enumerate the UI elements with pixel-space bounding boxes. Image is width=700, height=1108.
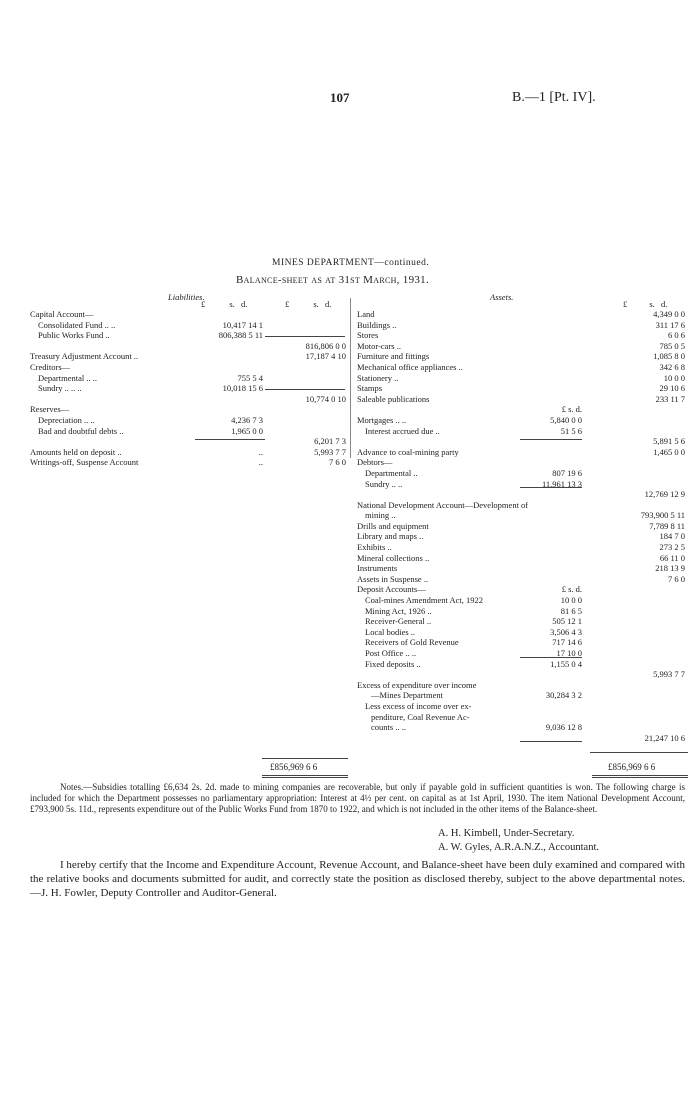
total-amount: 7,789 8 11 xyxy=(649,520,685,531)
row-label: Interest accrued due .. xyxy=(365,425,440,436)
balance-sheet-title: Balance-sheet as at 31st March, 1931. xyxy=(236,274,430,286)
table-row xyxy=(357,373,687,384)
subtotal-rule xyxy=(520,741,582,742)
row-label: Receivers of Gold Revenue xyxy=(365,637,459,648)
total-amount: 7 6 0 xyxy=(329,457,346,468)
table-row xyxy=(357,637,687,648)
total-amount: 7 6 0 xyxy=(668,573,685,584)
row-label: Debtors— xyxy=(357,457,393,468)
total-amount: 311 17 6 xyxy=(655,319,685,330)
table-row xyxy=(357,341,687,352)
row-label: Mineral collections .. xyxy=(357,552,430,563)
assets-total: £856,969 6 6 xyxy=(608,762,656,772)
table-row xyxy=(30,351,348,362)
row-label: Fixed deposits .. xyxy=(365,658,421,669)
table-row xyxy=(357,669,687,680)
row-label: Stores xyxy=(357,330,379,341)
sub-amount: 4,236 7 3 xyxy=(231,414,263,425)
row-label: Departmental .. .. xyxy=(38,372,98,383)
row-label: Capital Account— xyxy=(30,309,94,319)
sub-amount: 10,018 15 6 xyxy=(222,383,263,394)
table-row xyxy=(30,362,348,373)
sub-amount: 1,155 0 4 xyxy=(550,658,582,669)
total-amount: 29 10 6 xyxy=(659,383,685,394)
pence-sign: d. xyxy=(240,299,248,309)
total-double-rule xyxy=(592,775,688,776)
row-label: Excess of expenditure over income xyxy=(357,679,477,690)
row-label: Amounts held on deposit .. xyxy=(30,446,122,457)
table-row xyxy=(357,574,687,585)
total-amount: 5,993 7 7 xyxy=(653,669,685,680)
notes-paragraph: Notes.—Subsidies totalling £6,634 2s. 2d. made to mining companies are recoverable, but only if payable gold in sufficient quantities is won. The following charge is included for which the Department possesses no parliamentary appropriation: Interest at 4½ per cent. on capital as at 1st April, 1930. The item National Development Account, £793,900 5s. 11d., represents expenditure out of the Public Works Fund from 1870 to 1922, and which is not included in the other items of the Balance-sheet. xyxy=(30,782,685,815)
row-label: Exhibits .. xyxy=(357,542,392,553)
total-amount: 6 0 6 xyxy=(668,330,685,341)
sub-amount: 10 0 0 xyxy=(560,595,582,606)
row-label: Stamps xyxy=(357,383,383,394)
row-label: Consolidated Fund .. .. xyxy=(38,319,116,330)
row-label: Reserves— xyxy=(30,404,70,415)
table-row xyxy=(30,341,348,352)
pound-sign: £ xyxy=(201,299,206,309)
document-reference: B.—1 [Pt. IV]. xyxy=(512,90,596,105)
sub-amount: 81 6 5 xyxy=(560,605,582,616)
sub-amount: 10,417 14 1 xyxy=(222,319,263,330)
pence-sign: d. xyxy=(660,299,668,309)
row-label: Mining Act, 1926 .. xyxy=(365,605,432,616)
total-amount: 4,349 0 0 xyxy=(653,309,685,319)
sub-amount: 806,388 5 11 xyxy=(218,330,263,341)
sub-amount: 11,961 13 3 xyxy=(541,478,582,489)
table-row xyxy=(357,616,687,627)
row-label: Buildings .. xyxy=(357,319,397,330)
total-amount: 21,247 10 6 xyxy=(644,732,685,743)
total-amount: 233 11 7 xyxy=(655,393,685,404)
subtotal-rule xyxy=(590,752,688,753)
row-label: Sundry .. .. xyxy=(365,478,403,489)
row-label: Land xyxy=(357,309,375,319)
row-label: Mechanical office appliances .. xyxy=(357,361,463,372)
table-row xyxy=(357,404,687,415)
total-amount: 785 0 5 xyxy=(659,340,685,351)
page-number: 107 xyxy=(330,90,350,105)
sub-amount: 30,284 3 2 xyxy=(545,690,582,701)
table-row xyxy=(357,722,687,733)
table-row xyxy=(357,500,687,511)
table-row xyxy=(30,426,348,437)
audit-certification: I hereby certify that the Income and Expenditure Account, Revenue Account, and Balance-sheet have been duly examined and compared with the relative books and documents submitted for audit, and correctly state the position as disclosed thereby, subject to the above departmental notes.—J. H. Fowler, Deputy Controller and Auditor-General. xyxy=(30,859,685,899)
table-row xyxy=(357,383,687,394)
table-row xyxy=(357,468,687,479)
table-row xyxy=(357,701,687,712)
table-row xyxy=(357,394,687,405)
total-rule-top xyxy=(262,758,348,759)
sub-amount: 807 19 6 xyxy=(552,467,582,478)
row-label: counts .. .. xyxy=(371,722,406,733)
table-row xyxy=(357,553,687,564)
total-amount: 10 0 0 xyxy=(663,372,685,383)
total-double-rule xyxy=(262,775,348,776)
total-amount: 5,891 5 6 xyxy=(653,436,685,447)
assets-table xyxy=(357,309,687,743)
table-row xyxy=(357,584,687,595)
sub-amount: .. xyxy=(258,457,263,468)
sub-amount: 1,965 0 0 xyxy=(231,425,263,436)
table-row xyxy=(357,330,687,341)
liabilities-currency-header xyxy=(201,299,247,310)
table-row xyxy=(357,447,687,458)
table-row xyxy=(357,426,687,437)
table-row xyxy=(30,457,348,468)
row-label: Saleable publications xyxy=(357,393,430,404)
total-amount: 1,465 0 0 xyxy=(653,446,685,457)
total-amount: 1,085 8 0 xyxy=(653,351,685,362)
table-row xyxy=(30,394,348,405)
subtotal-rule xyxy=(265,389,345,390)
table-row xyxy=(30,373,348,384)
sub-amount: 9,036 12 8 xyxy=(545,722,582,733)
liabilities-currency-header-2 xyxy=(285,299,331,310)
table-row xyxy=(30,309,348,320)
total-amount: 273 2 5 xyxy=(659,542,685,553)
row-label: Less excess of income over ex- xyxy=(365,700,472,711)
row-label: penditure, Coal Revenue Ac- xyxy=(371,711,470,722)
row-label: Departmental .. xyxy=(365,467,418,478)
table-row xyxy=(30,436,348,447)
sub-amount: 3,506 4 3 xyxy=(550,626,582,637)
sub-amount: 505 12 1 xyxy=(552,616,582,627)
table-row xyxy=(357,510,687,521)
total-amount: 184 7 0 xyxy=(659,531,685,542)
total-amount: 17,187 4 10 xyxy=(305,351,346,362)
sub-amount: 717 14 6 xyxy=(552,637,582,648)
department-title: MINES DEPARTMENT—continued. xyxy=(272,258,430,268)
table-row xyxy=(357,320,687,331)
subtotal-rule xyxy=(520,657,582,658)
liabilities-heading: Liabilities. xyxy=(168,292,205,302)
subtotal-rule xyxy=(520,487,582,488)
table-row xyxy=(357,680,687,691)
total-amount: 342 6 8 xyxy=(659,361,685,372)
row-label: Local bodies .. xyxy=(365,626,416,637)
row-label: National Development Account—Development of xyxy=(357,499,529,510)
total-double-rule xyxy=(592,777,688,778)
total-amount: 10,774 0 10 xyxy=(305,393,346,404)
sub-amount: £ s. d. xyxy=(561,404,582,415)
row-label: Sundry .. .. .. xyxy=(38,383,82,394)
table-row xyxy=(357,362,687,373)
pound-sign: £ xyxy=(285,299,290,309)
shillings-sign: s. xyxy=(313,299,319,309)
row-label: —Mines Department xyxy=(371,690,443,701)
table-row xyxy=(30,447,348,458)
row-label: Creditors— xyxy=(30,361,71,372)
table-row xyxy=(357,595,687,606)
table-row xyxy=(357,712,687,723)
row-label: Drills and equipment xyxy=(357,520,429,531)
total-amount: 816,806 0 0 xyxy=(305,340,346,351)
row-label: Bad and doubtful debts .. xyxy=(38,425,124,436)
table-row xyxy=(357,659,687,670)
table-row xyxy=(357,415,687,426)
signatory-under-secretary: A. H. Kimbell, Under-Secretary. xyxy=(438,828,575,839)
row-label: Furniture and fittings xyxy=(357,351,430,362)
table-row xyxy=(357,489,687,500)
sub-amount: 17 10 0 xyxy=(556,648,582,658)
column-divider xyxy=(350,298,351,458)
table-row xyxy=(357,563,687,574)
sub-amount: 51 5 6 xyxy=(560,425,582,436)
subtotal-rule xyxy=(195,439,265,440)
sub-amount: 755 5 4 xyxy=(237,372,263,383)
row-label: Motor-cars .. xyxy=(357,340,401,351)
row-label: Mortgages .. .. xyxy=(357,414,407,425)
pence-sign: d. xyxy=(324,299,332,309)
pound-sign: £ xyxy=(623,299,628,309)
table-row xyxy=(30,320,348,331)
total-double-rule xyxy=(262,777,348,778)
table-row xyxy=(30,404,348,415)
total-amount: 12,769 12 9 xyxy=(644,489,685,500)
table-row xyxy=(357,627,687,638)
row-label: Post Office .. .. xyxy=(365,648,417,658)
assets-currency-header xyxy=(623,299,667,310)
table-row xyxy=(357,542,687,553)
row-label: Treasury Adjustment Account .. xyxy=(30,351,139,362)
shillings-sign: s. xyxy=(649,299,655,309)
signatory-accountant: A. W. Gyles, A.R.A.N.Z., Accountant. xyxy=(438,842,599,853)
row-label: Assets in Suspense .. xyxy=(357,573,429,584)
total-amount: 6,201 7 3 xyxy=(314,436,346,447)
table-row xyxy=(357,690,687,701)
table-row xyxy=(357,436,687,447)
total-amount: 66 11 0 xyxy=(659,552,685,563)
shillings-sign: s. xyxy=(229,299,235,309)
row-label: Receiver-General .. xyxy=(365,616,432,627)
sub-amount: .. xyxy=(258,446,263,457)
assets-heading: Assets. xyxy=(490,292,514,302)
table-row xyxy=(357,309,687,320)
table-row xyxy=(357,457,687,468)
table-row xyxy=(357,521,687,532)
liabilities-total: £856,969 6 6 xyxy=(270,762,318,772)
row-label: Public Works Fund .. xyxy=(38,330,110,341)
table-row xyxy=(357,606,687,617)
subtotal-rule xyxy=(265,336,345,337)
total-amount: 793,900 5 11 xyxy=(640,510,685,521)
table-row xyxy=(357,351,687,362)
table-row xyxy=(30,415,348,426)
sub-amount: 5,840 0 0 xyxy=(550,414,582,425)
row-label: Instruments xyxy=(357,563,398,574)
total-amount: 5,993 7 7 xyxy=(314,446,346,457)
row-label: Deposit Accounts— xyxy=(357,584,426,595)
row-label: mining .. xyxy=(365,510,396,521)
row-label: Coal-mines Amendment Act, 1922 xyxy=(365,595,484,606)
total-amount: 218 13 9 xyxy=(655,563,685,574)
table-row xyxy=(357,531,687,542)
row-label: Stationery .. xyxy=(357,372,399,383)
row-label: Depreciation .. .. xyxy=(38,414,95,425)
sub-amount: £ s. d. xyxy=(561,584,582,595)
row-label: Writings-off, Suspense Account xyxy=(30,457,139,468)
row-label: Library and maps .. xyxy=(357,531,424,542)
subtotal-rule xyxy=(520,439,582,440)
row-label: Advance to coal-mining party xyxy=(357,446,459,457)
